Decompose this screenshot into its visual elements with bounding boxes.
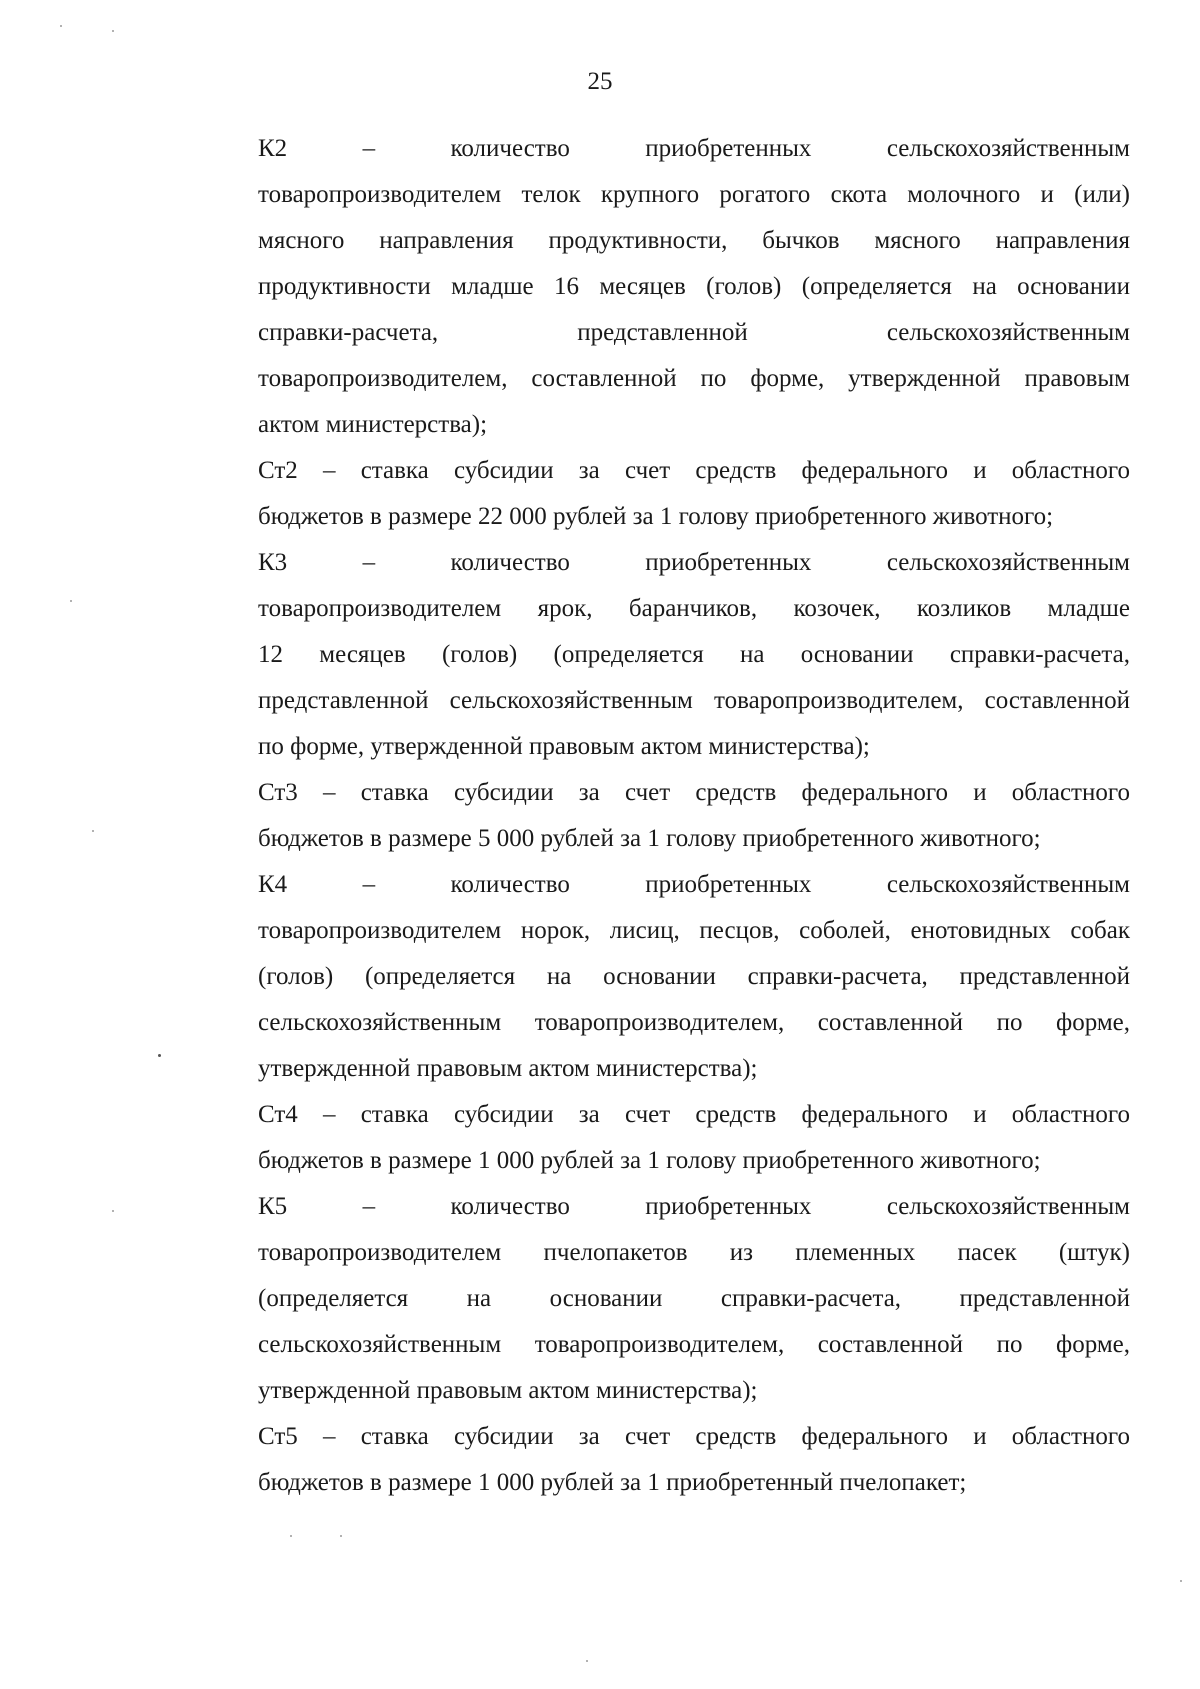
text-line: бюджетов в размере 22 000 рублей за 1 голову приобретенного животного;: [258, 503, 1054, 530]
text-line: утвержденной правовым актом министерства);: [258, 1055, 758, 1082]
paragraph-k2-definition: [188, 126, 1130, 448]
text-line: продуктивности младше 16 месяцев (голов) (определяется на основании: [258, 273, 1130, 300]
paragraph-st4-rate: [188, 1092, 1130, 1184]
text-line: бюджетов в размере 1 000 рублей за 1 голову приобретенного животного;: [258, 1147, 1041, 1174]
text-line: бюджетов в размере 1 000 рублей за 1 приобретенный пчелопакет;: [258, 1469, 967, 1496]
text-line: 12 месяцев (голов) (определяется на основании справки-расчета,: [258, 641, 1130, 668]
text-line: мясного направления продуктивности, бычков мясного направления: [258, 227, 1130, 254]
paragraph-st5-rate: [188, 1414, 1130, 1506]
scan-speck: [112, 30, 114, 32]
text-line: по форме, утвержденной правовым актом министерства);: [258, 733, 870, 760]
text-line: Ст2 – ставка субсидии за счет средств федерального и областного: [258, 457, 1130, 484]
paragraph-st3-rate: [188, 770, 1130, 862]
text-line: Ст3 – ставка субсидии за счет средств федерального и областного: [258, 779, 1130, 806]
paragraph-k3-definition: [188, 540, 1130, 770]
text-line: Ст4 – ставка субсидии за счет средств федерального и областного: [258, 1101, 1130, 1128]
text-line: товаропроизводителем ярок, баранчиков, козочек, козликов младше: [258, 595, 1130, 622]
scan-speck: [92, 830, 94, 832]
text-line: К5 – количество приобретенных сельскохозяйственным: [258, 1193, 1130, 1220]
text-line: К3 – количество приобретенных сельскохозяйственным: [258, 549, 1130, 576]
page-number: 25: [587, 68, 613, 95]
scan-speck: [112, 1210, 114, 1212]
paragraph-k4-definition: [188, 862, 1130, 1092]
text-line: (определяется на основании справки-расчета, представленной: [258, 1285, 1130, 1312]
text-line: К4 – количество приобретенных сельскохозяйственным: [258, 871, 1130, 898]
paragraph-st2-rate: [188, 448, 1130, 540]
scan-speck: [340, 1535, 342, 1537]
text-line: утвержденной правовым актом министерства);: [258, 1377, 758, 1404]
text-line: товаропроизводителем норок, лисиц, песцов, соболей, енотовидных собак: [258, 917, 1130, 944]
scan-speck: [70, 600, 72, 602]
text-line: товаропроизводителем, составленной по форме, утвержденной правовым: [258, 365, 1130, 392]
text-line: представленной сельскохозяйственным товаропроизводителем, составленной: [258, 687, 1130, 714]
text-line: актом министерства);: [258, 411, 488, 438]
scan-speck: [60, 25, 62, 27]
paragraph-k5-definition: [188, 1184, 1130, 1414]
text-line: товаропроизводителем телок крупного рогатого скота молочного и (или): [258, 181, 1130, 208]
text-line: товаропроизводителем пчелопакетов из племенных пасек (штук): [258, 1239, 1130, 1266]
text-line: Ст5 – ставка субсидии за счет средств федерального и областного: [258, 1423, 1130, 1450]
text-line: сельскохозяйственным товаропроизводителем, составленной по форме,: [258, 1331, 1130, 1358]
scan-speck: [158, 1054, 161, 1057]
text-line: К2 – количество приобретенных сельскохозяйственным: [258, 135, 1130, 162]
scan-speck: [586, 1660, 588, 1662]
text-line: справки-расчета, представленной сельскохозяйственным: [258, 319, 1130, 346]
scan-speck: [290, 1535, 292, 1537]
text-line: сельскохозяйственным товаропроизводителем, составленной по форме,: [258, 1009, 1130, 1036]
document-body: [188, 126, 1130, 1506]
text-line: бюджетов в размере 5 000 рублей за 1 голову приобретенного животного;: [258, 825, 1041, 852]
text-line: (голов) (определяется на основании справки-расчета, представленной: [258, 963, 1130, 990]
scan-speck: [1180, 1580, 1182, 1582]
